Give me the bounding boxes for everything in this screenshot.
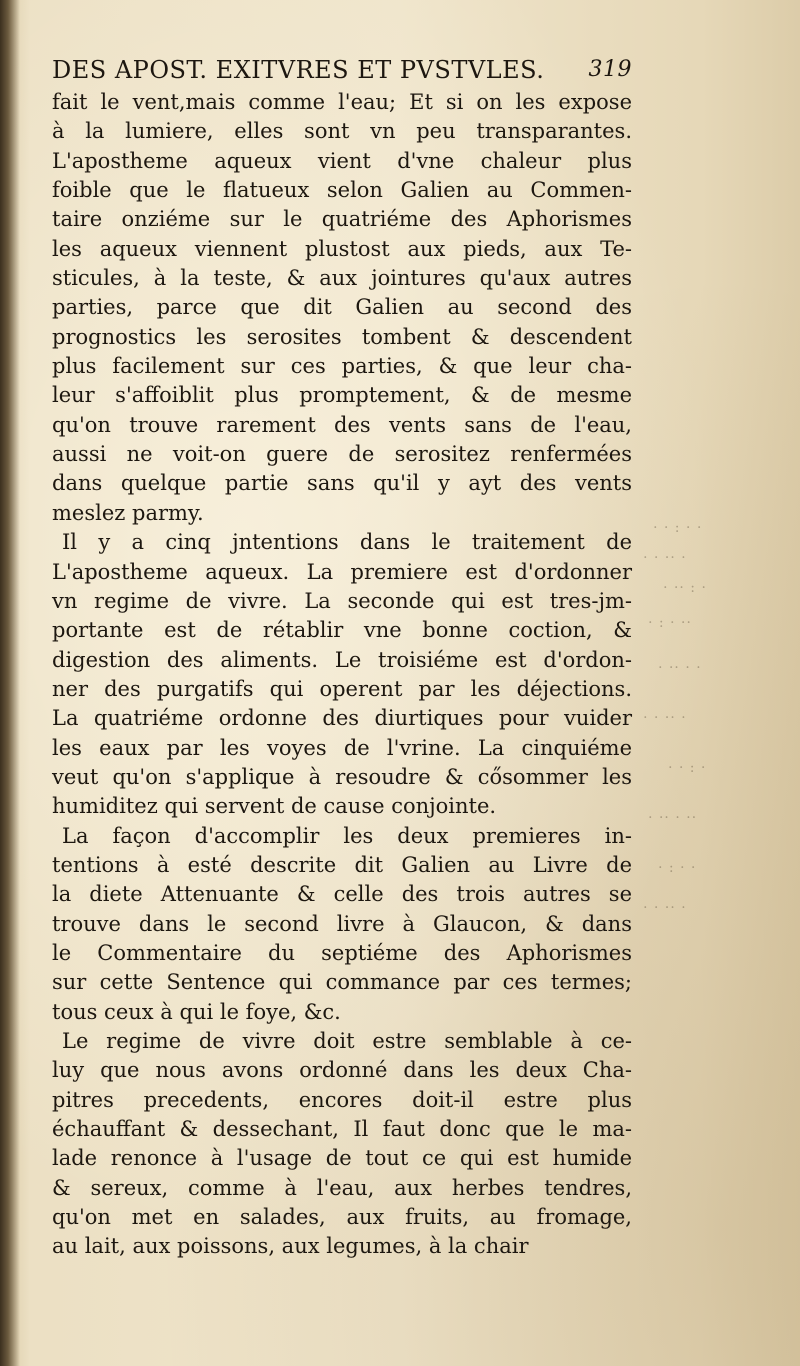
text-line: tous ceux à qui le foye, &c. [52, 999, 341, 1024]
text-line: tentions à esté descrite dit Galien au Livre de [52, 852, 632, 877]
text-line: L'apostheme aqueux. La premiere est d'ordonner [52, 559, 632, 584]
text-line: pitres precedents, encores doit-il estre plus [52, 1087, 632, 1112]
text-line: au lait, aux poissons, aux legumes, à la chair [52, 1234, 529, 1259]
text-line: à la lumiere, elles sont vn peu transparantes. [52, 119, 632, 144]
text-line: ner des purgatifs qui operent par les déjections. [52, 676, 632, 701]
text-line: portante est de rétablir vne bonne coction, & [52, 618, 632, 643]
text-line: qu'on met en salades, aux fruits, au fromage, [52, 1205, 632, 1230]
text-line: la diete Attenuante & celle des trois autres se [52, 882, 632, 907]
text-line: qu'on trouve rarement des vents sans de l'eau, [52, 412, 632, 437]
running-title: DES APOST. EXITVRES ET PVSTVLES. [52, 56, 545, 84]
text-line: digestion des aliments. Le troisiéme est d'ordon- [52, 647, 632, 672]
text-line: parties, parce que dit Galien au second des [52, 295, 632, 320]
text-line: fait le vent,mais comme l'eau; Et si on les expose [52, 90, 632, 114]
text-line: Le regime de vivre doit estre semblable à ce- [62, 1029, 632, 1053]
text-line: humiditez qui servent de cause conjointe. [52, 794, 497, 819]
text-line: sur cette Sentence qui commance par ces termes; [52, 970, 632, 995]
text-line: & sereux, comme à l'eau, aux herbes tendres, [52, 1175, 632, 1200]
text-line: Il y a cinq jntentions dans le traitement de [62, 530, 632, 555]
text-line: taire onziéme sur le quatriéme des Aphorismes [52, 207, 632, 232]
text-line: La quatriéme ordonne des diurtiques pour vuider [52, 706, 632, 731]
text-line: trouve dans le second livre à Glaucon, & dans [52, 911, 632, 936]
text-line: aussi ne voit-on guere de serositez renfermées [52, 442, 632, 467]
text-line: L'apostheme aqueux vient d'vne chaleur plus [52, 148, 632, 173]
text-line: échauffant & dessechant, Il faut donc que le ma- [52, 1117, 632, 1142]
text-line: vn regime de vivre. La seconde qui est tres-jm- [52, 588, 632, 613]
text-line: prognostics les serosites tombent & descendent [52, 324, 632, 349]
text-line: sticules, à la teste, & aux jointures qu'aux autres [52, 266, 632, 291]
text-block [52, 52, 632, 1262]
text-line: La façon d'accomplir les deux premieres in- [62, 823, 632, 848]
text-line: les eaux par les voyes de l'vrine. La cinquiéme [52, 735, 632, 760]
body-text [52, 88, 632, 1262]
text-line: leur s'affoiblit plus promptement, & de mesme [52, 383, 632, 408]
text-line: veut qu'on s'applique à resoudre & cősommer les [52, 764, 632, 789]
text-line: les aqueux viennent plustost aux pieds, aux Te- [52, 236, 632, 261]
text-line: dans quelque partie sans qu'il y ayt des vents [52, 471, 632, 496]
text-line: meslez parmy. [52, 500, 204, 525]
binding-gutter [0, 0, 20, 1366]
page-number: 319 [588, 57, 632, 82]
text-line: luy que nous avons ordonné dans les deux Cha- [52, 1058, 632, 1083]
running-head [52, 52, 632, 88]
show-through-bleed: · · : · · · ·· · · · : ·· · ·· · : · · · ·· · · ·· · · · : · · ·· · ·· · · · : · · ·· · · [642, 520, 706, 916]
text-line: plus facilement sur ces parties, & que leur cha- [52, 354, 632, 379]
text-line: lade renonce à l'usage de tout ce qui est humide [52, 1146, 632, 1171]
text-line: le Commentaire du septiéme des Aphorismes [52, 940, 632, 965]
text-line: foible que le flatueux selon Galien au Commen- [52, 178, 632, 203]
